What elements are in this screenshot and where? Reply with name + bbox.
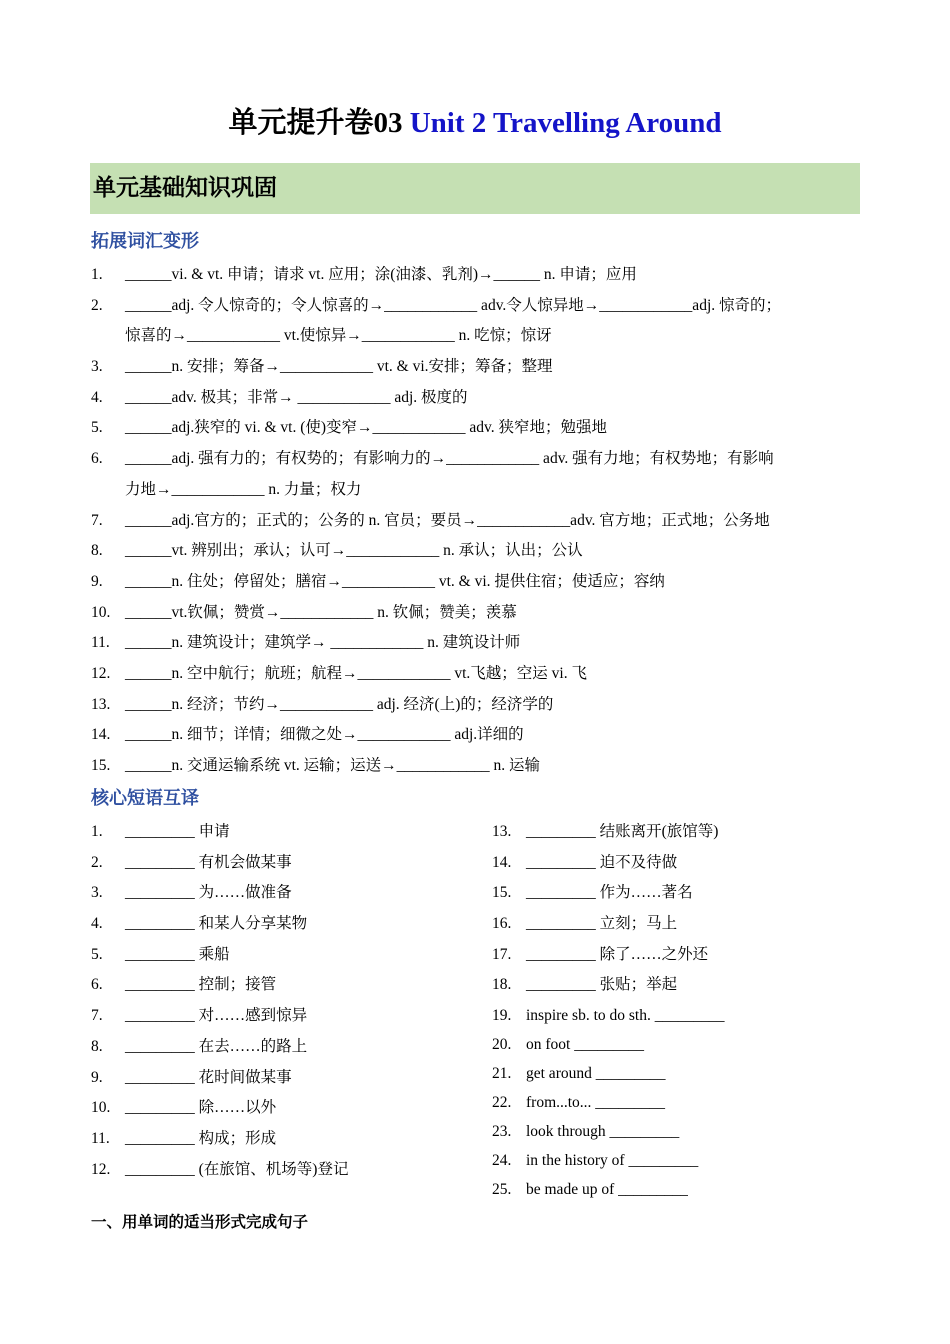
item-text: ______adj.狭窄的 vi. & vt. (使)变窄→____________ adv. 狭窄地；勉强地 [125,419,608,437]
item-text: _________ 除了……之外还 [526,945,709,963]
item-number: 8. [91,542,103,560]
title-cn: 单元提升卷03 [228,107,410,139]
list-item [91,383,871,414]
item-text: ______n. 细节；详情；细微之处→____________ adj.详细的 [125,726,524,744]
item-text: _________ 作为……著名 [526,884,693,902]
item-number: 13. [492,823,512,840]
item-number: 15. [91,757,111,774]
item-number: 9. [91,1068,103,1086]
item-text: _________ 张贴；举起 [526,976,678,994]
item-number: 1. [91,266,103,283]
item-text: ______n. 建筑设计；建筑学→ ____________ n. 建筑设计师 [125,634,521,652]
item-number: 7. [91,511,103,529]
item-number: 6. [91,450,103,468]
list-item [91,1032,491,1063]
list-item [91,536,871,567]
item-number: 4. [91,915,103,933]
item-text: _________ 乘船 [125,945,230,963]
item-text: ______n. 交通运输系统 vt. 运输；运送→____________ n. 运输 [125,757,541,774]
item-text: ______vt.钦佩；赞赏→____________ n. 钦佩；赞美；羡慕 [125,603,517,621]
item-text: ______adv. 极其；非常→ ____________ adj. 极度的 [125,388,468,406]
list-item [91,475,871,506]
item-text: _________ 结账离开(旅馆等) [526,823,719,840]
item-text: ______n. 空中航行；航班；航程→____________ vt.飞越；空运 vi. 飞 [125,664,587,682]
list-item [91,352,871,383]
list-item [492,817,892,848]
item-text: _________ 在去……的路上 [125,1037,308,1055]
item-number: 3. [91,884,103,902]
item-text: in the history of _________ [526,1152,699,1170]
item-number: 5. [91,419,103,437]
vocab-heading: 拓展词汇变形 [91,231,199,252]
item-text: ______adj.官方的；正式的；公务的 n. 官员；要员→____________adv. 官方地；正式地；公务地 [125,511,770,529]
item-text: _________ 花时间做某事 [125,1068,292,1086]
item-text: _________ 立刻；马上 [526,915,678,933]
item-number: 19. [492,1007,512,1025]
title-en: Unit 2 Travelling Around [409,107,722,139]
item-text: ______adj. 强有力的；有权势的；有影响力的→____________ adv. 强有力地；有权势地；有影响 [125,450,774,468]
exercise-heading: 一、用单词的适当形式完成句子 [91,1213,309,1231]
list-item [492,1175,892,1204]
list-item [492,878,892,909]
item-number: 5. [91,945,103,963]
list-item [91,413,871,444]
list-item [492,1088,892,1117]
list-item [91,1093,491,1124]
section-banner [90,163,860,214]
item-text: get around _________ [526,1065,666,1083]
phrases-right-column [492,817,892,1204]
item-number: 11. [91,1129,110,1147]
list-item [91,690,871,721]
item-number: 1. [91,823,103,840]
phrases-heading: 核心短语互译 [91,788,199,809]
list-item [492,970,892,1001]
item-number: 2. [91,853,103,871]
item-number: 23. [492,1123,512,1141]
item-number: 10. [91,603,111,621]
item-number: 2. [91,296,103,314]
item-number: 10. [91,1099,111,1117]
list-item [91,291,871,322]
item-text: from...to... _________ [526,1094,666,1112]
item-text: ______n. 住处；停留处；膳宿→____________ vt. & vi. 提供住宿；使适应；容纳 [125,572,665,590]
item-text: ______adj. 令人惊奇的；令人惊喜的→____________ adv.令人惊异地→____________adj. 惊奇的； [125,296,781,314]
item-text: on foot _________ [526,1036,644,1054]
list-item [91,940,491,971]
item-text: look through _________ [526,1123,680,1141]
item-text: _________ 控制；接管 [125,976,277,994]
item-text: _________ 除……以外 [125,1099,277,1117]
item-text: _________ 有机会做某事 [125,853,292,871]
item-number: 8. [91,1037,103,1055]
item-text: ______n. 安排；筹备→____________ vt. & vi.安排；筹备；整理 [125,358,553,376]
list-item [91,970,491,1001]
list-item [91,848,491,879]
item-text: _________ 迫不及待做 [526,853,678,871]
list-item [492,1030,892,1059]
list-item [91,506,871,537]
item-number: 21. [492,1065,512,1083]
item-number: 3. [91,358,103,376]
item-number: 24. [492,1152,512,1170]
list-item [91,444,871,475]
item-number: 9. [91,572,103,590]
list-item [492,1146,892,1175]
phrases-left-column [91,817,491,1185]
item-text: _________ 构成；形成 [125,1129,277,1147]
item-number: 15. [492,884,512,902]
list-item [492,1117,892,1146]
item-text: _________ 对……感到惊异 [125,1007,308,1025]
list-item [91,260,871,291]
list-item [91,567,871,598]
page-title [0,104,950,142]
item-text: _________ (在旅馆、机场等)登记 [125,1160,349,1178]
item-number: 12. [91,664,111,682]
item-number: 25. [492,1181,512,1199]
item-text: ______vt. 辨别出；承认；认可→____________ n. 承认；认出；公认 [125,542,583,560]
item-number: 11. [91,634,110,652]
list-item [91,1155,491,1186]
list-item [492,848,892,879]
list-item [91,878,491,909]
list-item [91,628,871,659]
item-number: 18. [492,976,512,994]
list-item [492,909,892,940]
list-item [91,751,871,782]
vocab-list [91,260,871,782]
item-number: 13. [91,695,111,713]
item-number: 4. [91,388,103,406]
item-text: be made up of _________ [526,1181,688,1199]
list-item [91,909,491,940]
item-number: 16. [492,915,512,933]
item-text: _________ 和某人分享某物 [125,915,308,933]
list-item [91,720,871,751]
item-number: 17. [492,945,512,963]
list-item [91,321,871,352]
list-item [91,1063,491,1094]
list-item [492,1059,892,1088]
item-text: ______n. 经济；节约→____________ adj. 经济(上)的；经济学的 [125,695,554,713]
item-number: 14. [91,726,111,744]
item-number: 6. [91,976,103,994]
item-text: inspire sb. to do sth. _________ [526,1007,725,1025]
item-number: 14. [492,853,512,871]
list-item [91,598,871,629]
item-number: 22. [492,1094,512,1112]
item-number: 20. [492,1036,512,1054]
banner-text: 单元基础知识巩固 [93,175,277,201]
list-item [91,817,491,848]
item-text: _________ 为……做准备 [125,884,292,902]
item-number: 7. [91,1007,103,1025]
list-item [91,1124,491,1155]
list-item [91,1001,491,1032]
item-text: 力地→____________ n. 力量；权力 [125,480,362,498]
list-item [492,940,892,971]
list-item [91,659,871,690]
item-number: 12. [91,1160,111,1178]
item-text: 惊喜的→____________ vt.使惊异→____________ n. 吃惊；惊讶 [125,327,552,345]
list-item [492,1001,892,1030]
item-text: ______vi. & vt. 申请；请求 vt. 应用；涂(油漆、乳剂)→______ n. 申请；应用 [125,266,637,283]
item-text: _________ 申请 [125,823,230,840]
